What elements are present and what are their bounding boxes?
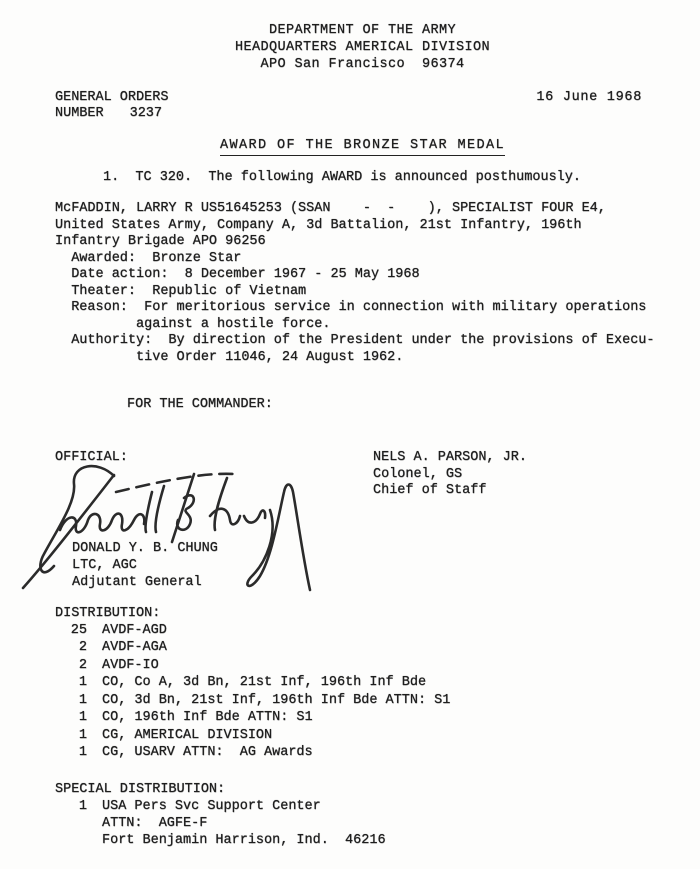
- distribution-qty: 2: [78, 640, 87, 655]
- distribution-qty: 1: [78, 692, 87, 708]
- award-line: Authority: By direction of the President under the provisions of Execu-: [55, 333, 655, 348]
- distribution-entry: [55, 692, 670, 710]
- chief-name: NELS A. PARSON, JR.: [373, 450, 527, 465]
- orders-number-block: [55, 90, 168, 122]
- distribution-qty: 25: [70, 622, 87, 638]
- distribution-dest: CO, 3d Bn, 21st Inf, 196th Inf Bde ATTN: S1: [102, 692, 451, 708]
- special-distribution-entry: [55, 832, 670, 849]
- award-line: Awarded: Bronze Star: [55, 250, 242, 266]
- special-distribution-qty-spacer: [55, 815, 87, 832]
- announcement-paragraph: 1. TC 320. The following AWARD is announced posthumously.: [103, 170, 581, 185]
- signer-name: DONALD Y. B. CHUNG: [72, 540, 218, 556]
- distribution-dest: CG, AMERICAL DIVISION: [102, 727, 273, 743]
- official-column: [55, 450, 373, 500]
- distribution-entry: [55, 639, 670, 657]
- orders-header-row: [55, 90, 670, 122]
- distribution-qty: 1: [78, 710, 87, 725]
- special-distribution-line: USA Pers Svc Support Center: [102, 798, 321, 814]
- award-line: Reason: For meritorious service in connection with military operations: [55, 300, 647, 315]
- general-orders-label: GENERAL ORDERS: [55, 90, 169, 105]
- special-distribution-qty-spacer: [55, 832, 87, 849]
- distribution-dest: CO, 196th Inf Bde ATTN: S1: [102, 710, 313, 725]
- orders-number-line: [55, 106, 168, 122]
- special-distribution-list: [55, 798, 670, 849]
- award-line: against a hostile force.: [55, 316, 331, 332]
- distribution-dest: AVDF-AGA: [102, 640, 167, 655]
- award-line: Date action: 8 December 1967 - 25 May 1968: [55, 267, 420, 282]
- special-distribution-label: SPECIAL DISTRIBUTION:: [55, 781, 226, 797]
- letterhead-apo-address: APO San Francisco 96374: [260, 57, 465, 72]
- distribution-dest: AVDF-IO: [102, 657, 159, 673]
- award-line: Infantry Brigade APO 96256: [55, 234, 266, 249]
- distribution-qty: 1: [78, 675, 87, 690]
- distribution-entry: [55, 622, 670, 640]
- chief-rank: Colonel, GS: [373, 466, 463, 482]
- letterhead: [55, 22, 670, 73]
- distribution-dest: CG, USARV ATTN: AG Awards: [102, 745, 313, 760]
- special-distribution-entry: [55, 798, 670, 815]
- signer-rank: LTC, AGC: [72, 557, 137, 573]
- chief-of-staff-block: [373, 450, 527, 500]
- for-the-commander-line: FOR THE COMMANDER:: [127, 397, 273, 412]
- distribution-dest: CO, Co A, 3d Bn, 21st Inf, 196th Inf Bde: [102, 675, 427, 690]
- award-line: United States Army, Company A, 3d Battalion, 21st Infantry, 196th: [55, 217, 582, 233]
- award-line: Theater: Republic of Vietnam: [55, 283, 307, 299]
- official-label: OFFICIAL:: [55, 450, 128, 465]
- award-line: McFADDIN, LARRY R US51645253 (SSAN - - ), SPECIALIST FOUR E4,: [55, 201, 606, 216]
- distribution-qty: 1: [78, 727, 87, 743]
- signer-title: Adjutant General: [72, 574, 202, 590]
- distribution-dest: AVDF-AGD: [102, 622, 167, 638]
- signature-section: [55, 450, 670, 500]
- document-title: AWARD OF THE BRONZE STAR MEDAL: [220, 137, 505, 156]
- distribution-entry: [55, 657, 670, 675]
- title-row: [55, 137, 670, 156]
- letterhead-headquarters: HEADQUARTERS AMERICAL DIVISION: [234, 40, 491, 55]
- orders-number-value: 3237: [129, 106, 163, 121]
- special-distribution-entry: [55, 815, 670, 832]
- special-distribution-qty: 1: [78, 798, 87, 814]
- award-line: tive Order 11046, 24 August 1962.: [55, 349, 404, 365]
- order-date: 16 June 1968: [536, 90, 642, 105]
- distribution-entry: [55, 709, 670, 727]
- distribution-qty: 1: [78, 745, 87, 760]
- letterhead-department: DEPARTMENT OF THE ARMY: [268, 23, 457, 38]
- distribution-entry: [55, 674, 670, 692]
- chief-title: Chief of Staff: [373, 483, 487, 498]
- distribution-entry: [55, 727, 670, 745]
- special-distribution-line: Fort Benjamin Harrison, Ind. 46216: [102, 832, 386, 848]
- distribution-label: DISTRIBUTION:: [55, 605, 161, 621]
- distribution-qty: 2: [78, 657, 87, 673]
- distribution-entry: [55, 744, 670, 762]
- distribution-list: [55, 622, 670, 762]
- adjutant-general-block: [55, 540, 670, 591]
- special-distribution-line: ATTN: AGFE-F: [102, 815, 208, 831]
- number-label: NUMBER: [55, 106, 104, 121]
- award-citation-block: [55, 201, 670, 366]
